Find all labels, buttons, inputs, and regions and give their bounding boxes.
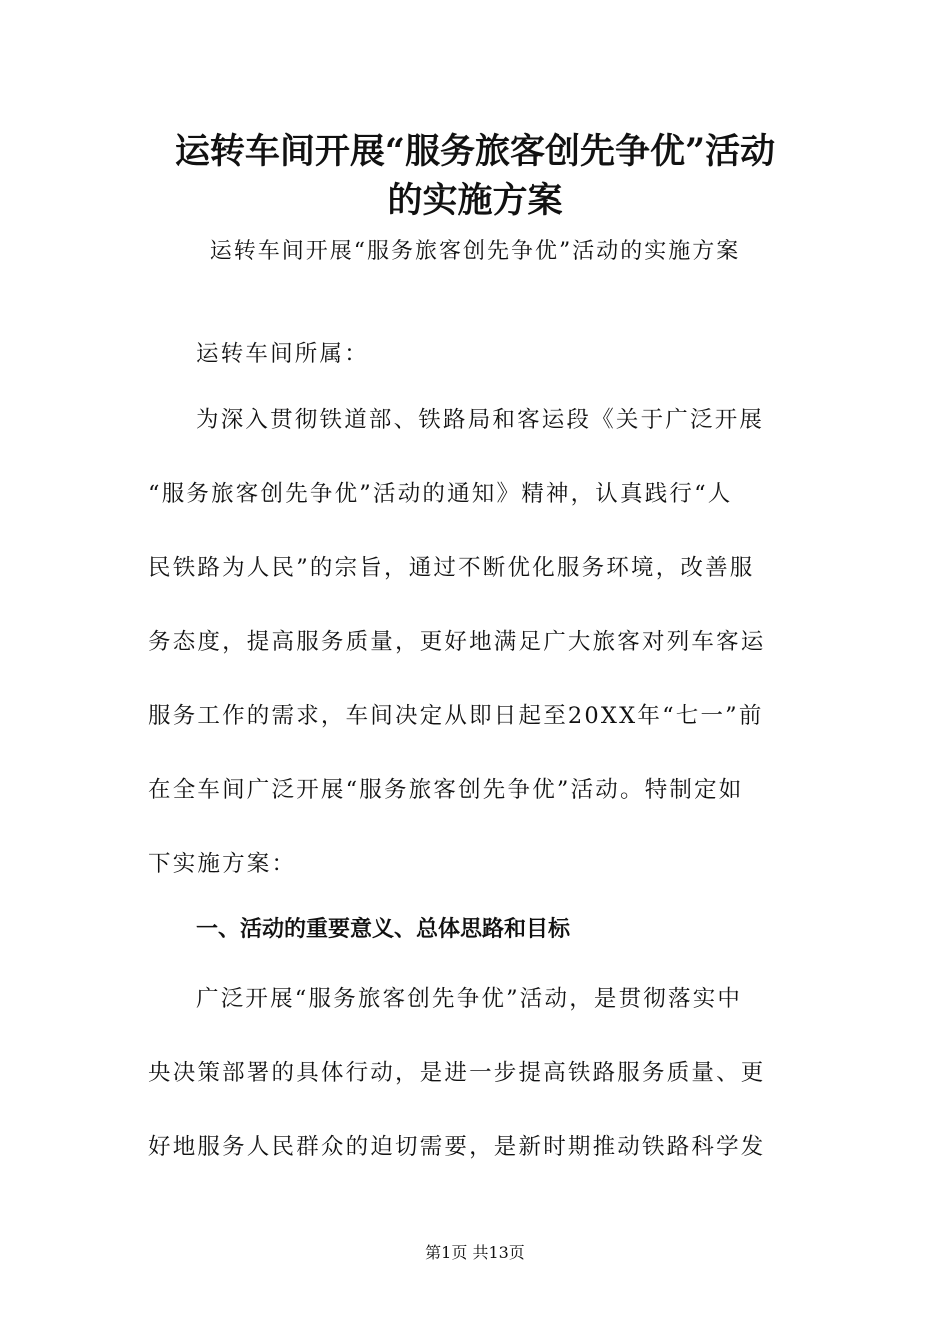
paragraph-line: 下实施方案： bbox=[148, 851, 297, 877]
paragraph-line: 好地服务人民群众的迫切需要，是新时期推动铁路科学发 bbox=[148, 1134, 766, 1160]
paragraph-line: 为深入贯彻铁道部、铁路局和客运段《关于广泛开展 bbox=[196, 407, 765, 433]
paragraph-line: “服务旅客创先争优”活动的通知》精神，认真践行“人 bbox=[148, 481, 733, 507]
paragraph-line: 民铁路为人民”的宗旨，通过不断优化服务环境，改善服 bbox=[148, 555, 755, 581]
document-subtitle: 运转车间开展“服务旅客创先争优”活动的实施方案 bbox=[209, 239, 741, 264]
salutation: 运转车间所属： bbox=[196, 341, 369, 367]
paragraph-line: 广泛开展“服务旅客创先争优”活动，是贯彻落实中 bbox=[196, 986, 743, 1012]
page-footer: 第1页 共13页 bbox=[425, 1243, 525, 1262]
section-heading-1: 一、活动的重要意义、总体思路和目标 bbox=[196, 917, 571, 942]
document-title-line-1: 运转车间开展“服务旅客创先争优”活动 bbox=[174, 131, 776, 172]
paragraph-line: 服务工作的需求，车间决定从即日起至20XX年“七一”前 bbox=[148, 703, 764, 729]
document-title-line-2: 的实施方案 bbox=[387, 180, 563, 221]
paragraph-1 bbox=[148, 383, 804, 901]
paragraph-line: 央决策部署的具体行动，是进一步提高铁路服务质量、更 bbox=[148, 1060, 766, 1086]
paragraph-line: 在全车间广泛开展“服务旅客创先争优”活动。特制定如 bbox=[148, 777, 744, 803]
paragraph-2 bbox=[148, 962, 804, 1184]
paragraph-line: 务态度，提高服务质量，更好地满足广大旅客对列车客运 bbox=[148, 629, 766, 655]
